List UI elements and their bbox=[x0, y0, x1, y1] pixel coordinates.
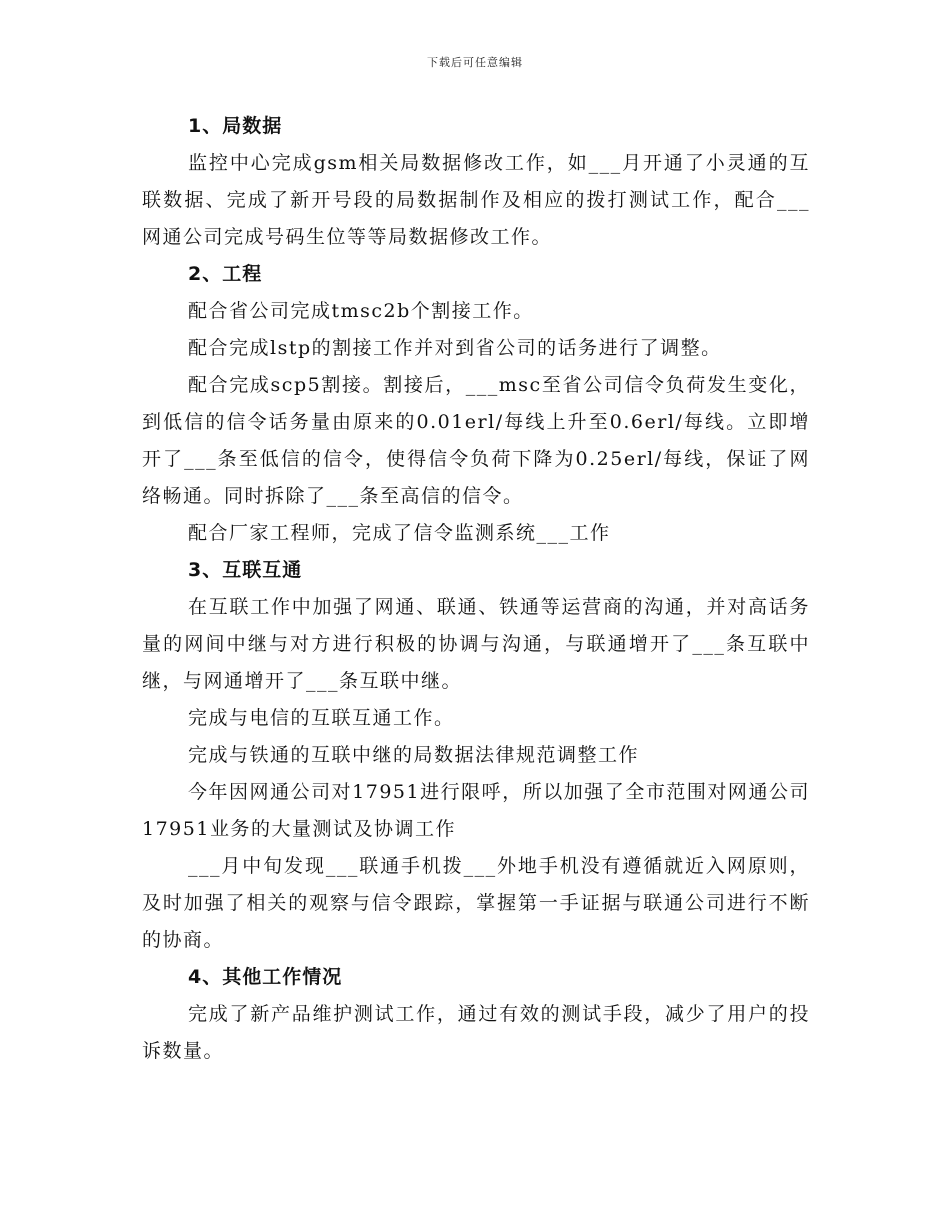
page-header: 下载后可任意编辑 bbox=[427, 56, 523, 69]
section-interconnection bbox=[142, 552, 810, 959]
paragraph: 配合省公司完成tmsc2b个割接工作。 bbox=[188, 300, 534, 322]
paragraph: 监控中心完成gsm相关局数据修改工作，如___月开通了小灵通的互联数据、完成了新开号段的局数据制作及相应的拨打测试工作，配合___网通公司完成号码生位等等局数据修改工作。 bbox=[142, 152, 810, 248]
section-heading: 1、局数据 bbox=[188, 115, 283, 137]
paragraph: 完成与铁通的互联中继的局数据法律规范调整工作 bbox=[188, 744, 640, 766]
paragraph: 完成了新产品维护测试工作，通过有效的测试手段，减少了用户的投诉数量。 bbox=[142, 1003, 810, 1062]
paragraph: 在互联工作中加强了网通、联通、铁通等运营商的沟通，并对高话务量的网间中继与对方进行积极的协调与沟通，与联通增开了___条互联中继，与网通增开了___条互联中继。 bbox=[142, 596, 810, 692]
paragraph: 配合完成scp5割接。割接后，___msc至省公司信令负荷发生变化，到低信的信令话务量由原来的0.01erl/每线上升至0.6erl/每线。立即增开了___条至低信的信令，使得信令负荷下降为0.25erl/每线，保证了网络畅通。同时拆除了___条至高信的信令。 bbox=[142, 374, 810, 507]
section-other-work bbox=[142, 959, 810, 1070]
paragraph: 配合完成lstp的割接工作并对到省公司的话务进行了调整。 bbox=[188, 337, 722, 359]
section-heading: 4、其他工作情况 bbox=[188, 966, 343, 988]
paragraph: 完成与电信的互联互通工作。 bbox=[188, 707, 455, 729]
paragraph: 配合厂家工程师，完成了信令监测系统___工作 bbox=[188, 522, 611, 544]
section-bureau-data bbox=[142, 108, 810, 256]
section-engineering bbox=[142, 256, 810, 552]
section-heading: 2、工程 bbox=[188, 263, 263, 285]
paragraph: 今年因网通公司对17951进行限呼，所以加强了全市范围对网通公司17951业务的大量测试及协调工作 bbox=[142, 781, 810, 840]
section-heading: 3、互联互通 bbox=[188, 559, 303, 581]
document-body bbox=[142, 108, 810, 1070]
paragraph: ___月中旬发现___联通手机拨___外地手机没有遵循就近入网原则，及时加强了相关的观察与信令跟踪，掌握第一手证据与联通公司进行不断的协商。 bbox=[142, 855, 810, 951]
